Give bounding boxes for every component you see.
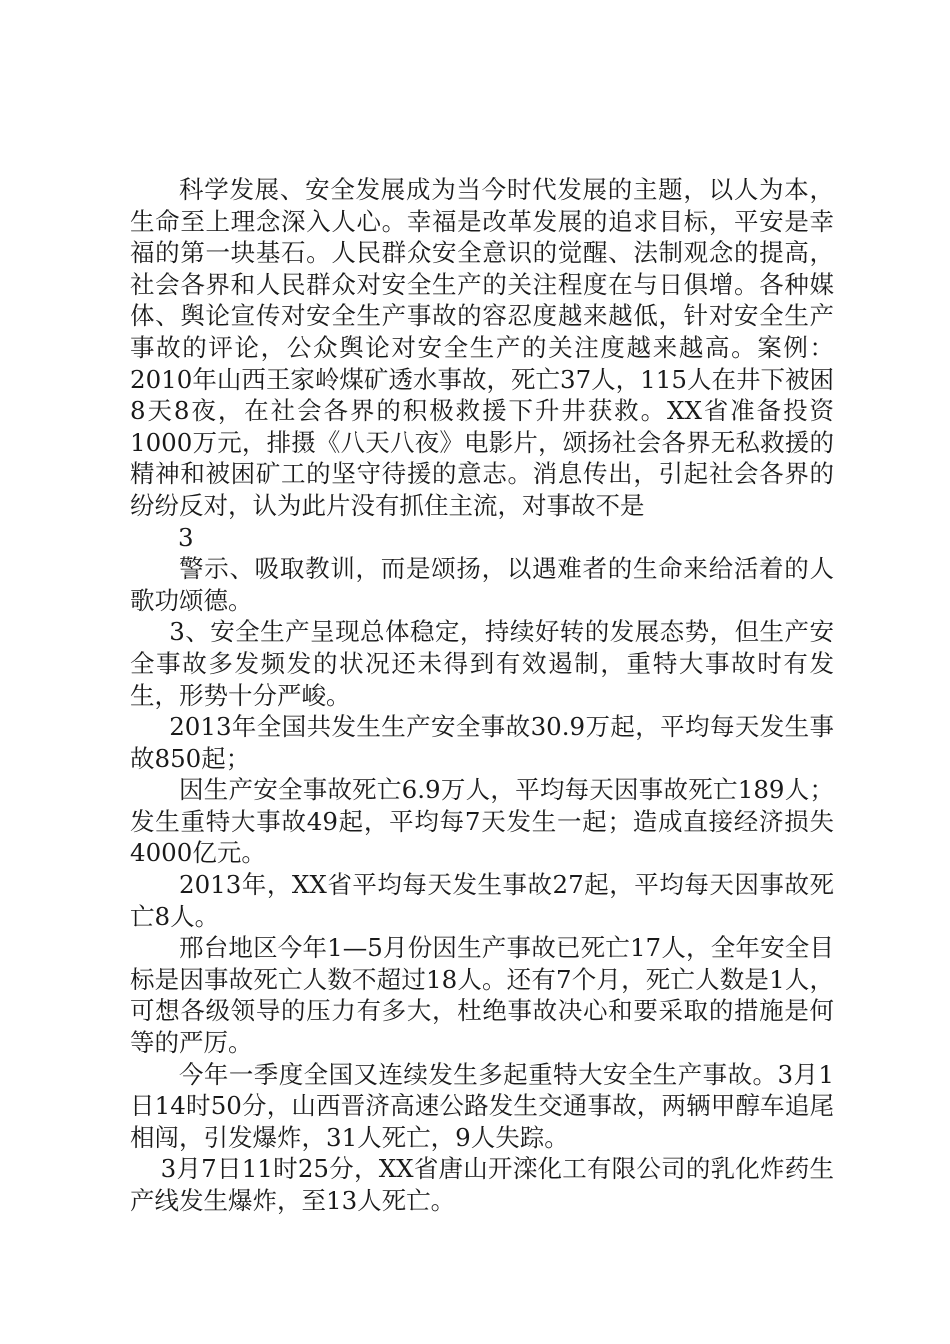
paragraph-2013-national-accidents: 2013年全国共发生生产安全事故30.9万起，平均每天发生事故850起； bbox=[130, 712, 834, 773]
paragraph-xingtai: 邢台地区今年1—5月份因生产事故已死亡17人，全年安全目标是因事故死亡人数不超过18人。还有7个月，死亡人数是1人，可想各级领导的压力有多大，杜绝事故决心和要采取的措施是何等的严厉。 bbox=[130, 933, 834, 1058]
paragraph-march-7: 3月7日11时25分，XX省唐山开滦化工有限公司的乳化炸药生产线发生爆炸，至13人死亡。 bbox=[130, 1154, 834, 1215]
paragraph-continuation: 警示、吸取教训，而是颂扬，以遇难者的生命来给活着的人歌功颂德。 bbox=[130, 554, 834, 615]
document-body bbox=[130, 174, 834, 1217]
paragraph-first-quarter: 今年一季度全国又连续发生多起重特大安全生产事故。3月1日14时50分，山西晋济高速公路发生交通事故，两辆甲醇车追尾相闯，引发爆炸，31人死亡，9人失踪。 bbox=[130, 1059, 834, 1152]
page-number: 3 bbox=[178, 522, 194, 552]
paragraph-safety-development: 科学发展、安全发展成为当今时代发展的主题，以人为本，生命至上理念深入人心。幸福是改革发展的追求目标，平安是幸福的第一块基石。人民群众安全意识的觉醒、法制观念的提高，社会各界和人民群众对安全生产的关注程度在与日俱增。各种媒体、舆论宣传对安全生产事故的容忍度越来越低，针对安全生产事故的评论，公众舆论对安全生产的关注度越来越高。案例：2010年山西王家岭煤矿透水事故，死亡37人，115人在井下被困8天8夜，在社会各界的积极救援下升井获救。XX省准备投资1000万元，排摄《八天八夜》电影片，颂扬社会各界无私救援的精神和被困矿工的坚守待援的意志。消息传出，引起社会各界的纷纷反对，认为此片没有抓住主流，对事故不是 bbox=[130, 175, 834, 520]
paragraph-2013-province: 2013年，XX省平均每天发生事故27起，平均每天因事故死亡8人。 bbox=[130, 870, 834, 931]
paragraph-point-3: 3、安全生产呈现总体稳定，持续好转的发展态势，但生产安全事故多发频发的状况还未得到有效遏制，重特大事故时有发生，形势十分严峻。 bbox=[130, 617, 834, 710]
paragraph-deaths-statistics: 因生产安全事故死亡6.9万人，平均每天因事故死亡189人；发生重特大事故49起，平均每7天发生一起；造成直接经济损失4000亿元。 bbox=[130, 775, 834, 868]
